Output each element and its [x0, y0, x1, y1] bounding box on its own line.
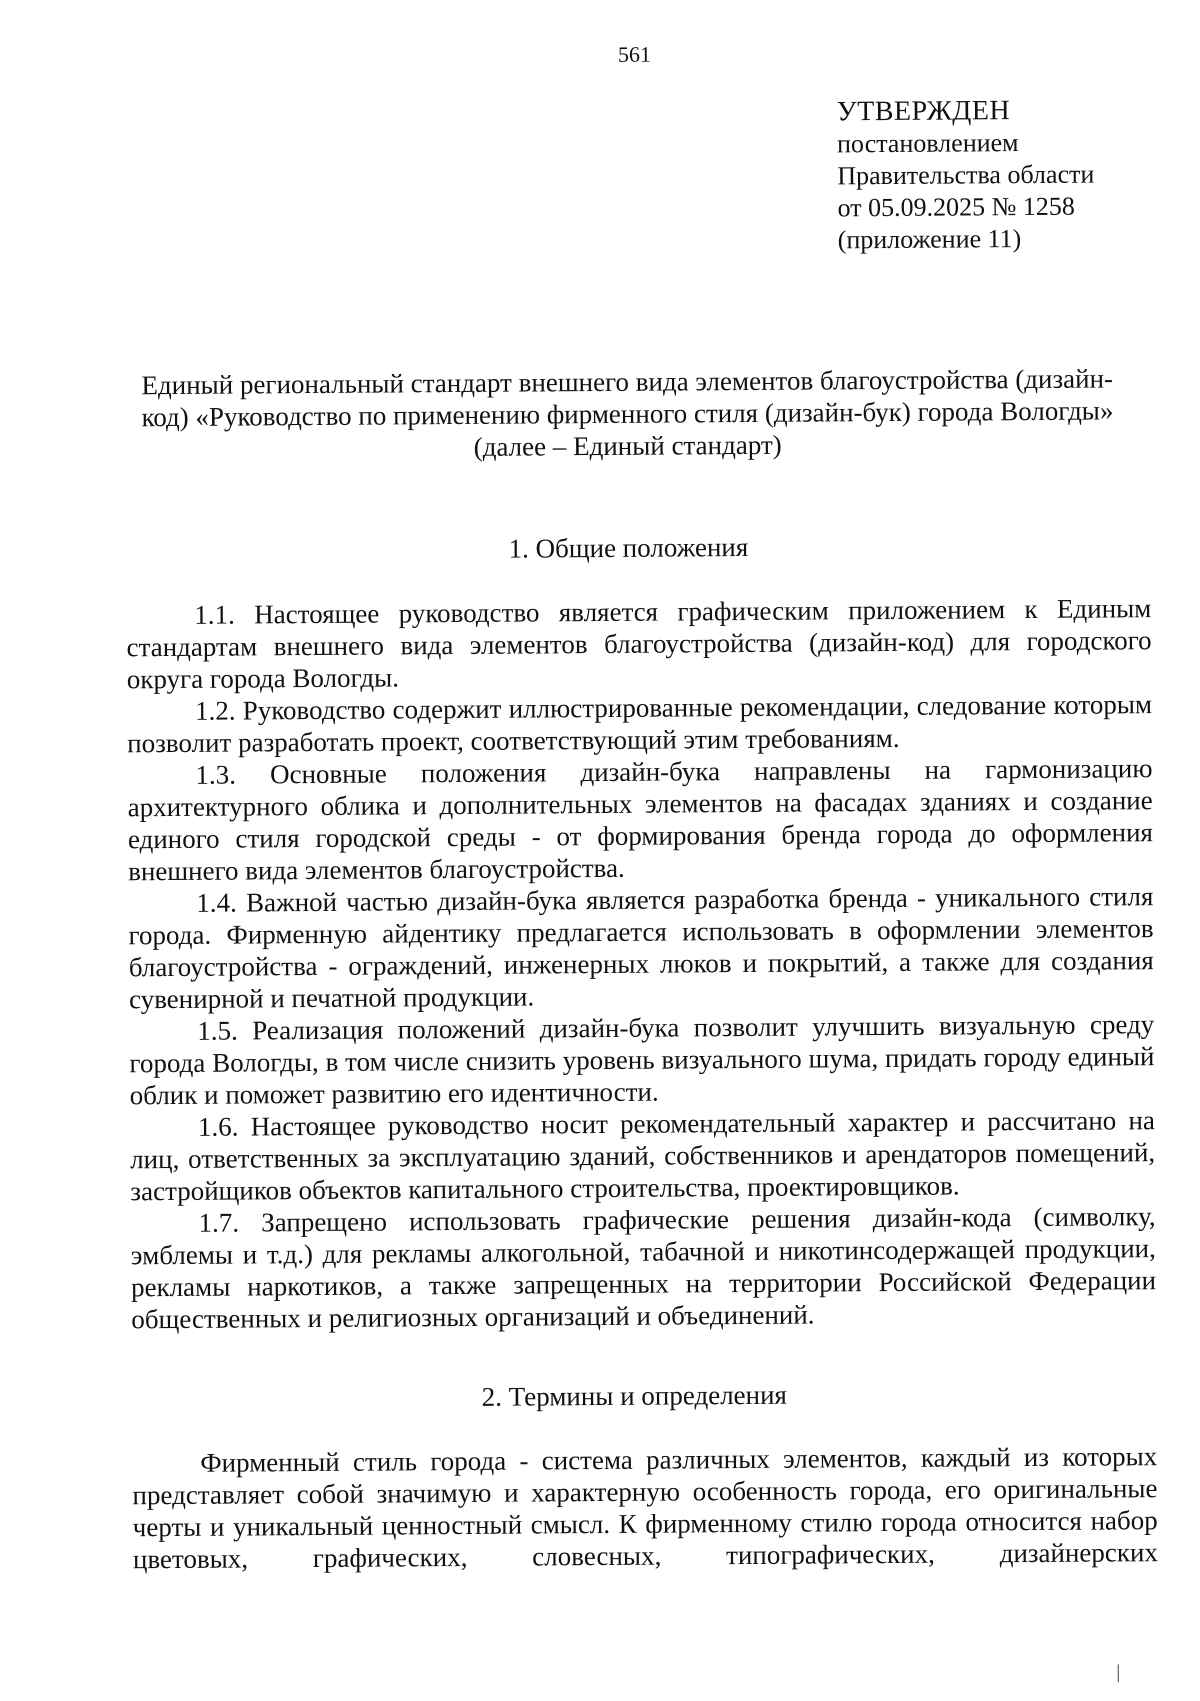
title-line: Единый региональный стандарт внешнего вида элементов благоустройства (дизайн- — [141, 363, 1114, 401]
paragraph-1-3 — [127, 752, 1153, 887]
paragraph-brand-style-definition: Фирменный стиль города - система различных элементов, каждый из которых представляет собой значимую и характерную особенность города, его оригинальные черты и уникальный ценностный смысл. К фирменному стилю города относится набор цветовых, графических, словесных, типографических, дизайнерских — [132, 1441, 1159, 1575]
approval-line: Правительства области — [837, 159, 1095, 191]
section-heading-terms: 2. Термины и определения — [481, 1379, 788, 1412]
title-line: (далее – Единый стандарт) — [473, 429, 782, 462]
paragraph-1-5 — [129, 1008, 1155, 1111]
paragraph-number: 1.7. — [198, 1207, 240, 1238]
paragraph-1-7 — [130, 1200, 1156, 1335]
paragraph-1-2 — [127, 688, 1152, 759]
paragraph-1-4 — [128, 880, 1154, 1015]
paragraph-text: Реализация положений дизайн-бука позволит улучшить визуальную среду города Вологды, в том числе снизить уровень визуального шума, придать городу единый облик и поможет развитию его идентичности. — [129, 1009, 1155, 1111]
paragraph-number: 1.1. — [194, 599, 235, 630]
approval-line: (приложение 11) — [837, 224, 1022, 255]
paragraph-number: 1.2. — [194, 695, 236, 726]
section-heading-general: 1. Общие положения — [508, 531, 749, 564]
paragraph-text: Настоящее руководство носит рекомендательный характер и рассчитано на лиц, ответственных за эксплуатацию зданий, собственников и арендаторов помещений, застройщиков объектов капитального строительства, проектировщиков. — [130, 1105, 1156, 1207]
paragraph-number: 1.3. — [195, 759, 237, 790]
paragraph-text: Важной частью дизайн-бука является разработка бренда - уникального стиля города. Фирменную айдентику предлагается использовать в оформлении элементов благоустройства - ограждений, инженерных люков и покрытий, а также для создания сувенирной и печатной продукции. — [128, 881, 1154, 1015]
paragraph-text: Запрещено использовать графические решения дизайн-кода (символку, эмблемы и т.д.) для рекламы алкогольной, табачной и никотинсодержащей продукции, рекламы наркотиков, а также запрещенных на территории Российской Федерации общественных и религиозных организаций и объединений. — [130, 1201, 1157, 1335]
approval-line: от 05.09.2025 № 1258 — [837, 191, 1075, 223]
paragraph-text: Руководство содержит иллюстрированные рекомендации, следование которым позволит разработать проект, соответствующий этим требованиям. — [127, 689, 1153, 759]
section-body-general — [126, 592, 1156, 1335]
section-body-terms — [132, 1440, 1158, 1575]
document-title — [115, 362, 1141, 465]
paragraph-number: 1.6. — [197, 1111, 239, 1142]
paragraph-number: 1.5. — [197, 1015, 238, 1046]
paragraph-1-1 — [126, 592, 1152, 695]
page-number: 561 — [617, 41, 652, 67]
approval-line: постановлением — [836, 128, 1019, 159]
paragraph-1-6 — [130, 1104, 1156, 1207]
scan-mark — [1118, 1664, 1119, 1682]
paragraph-text: Основные положения дизайн-бука направлены на гармонизацию архитектурного облика и дополнительных элементов на фасадах зданиях и создание единого стиля городской среды - от формирования бренда города до оформления внешнего вида элементов благоустройства. — [127, 753, 1153, 887]
paragraph-text: Настоящее руководство является графическим приложением к Единым стандартам внешнего вида элементов благоустройства (дизайн-код) для городского округа города Вологды. — [126, 593, 1152, 695]
approval-stamp-block — [837, 95, 1095, 257]
title-line: код) «Руководство по применению фирменного стиля (дизайн-бук) города Вологды» — [141, 395, 1114, 433]
paragraph-number: 1.4. — [196, 887, 237, 918]
approval-heading: УТВЕРЖДЕН — [836, 95, 1011, 128]
